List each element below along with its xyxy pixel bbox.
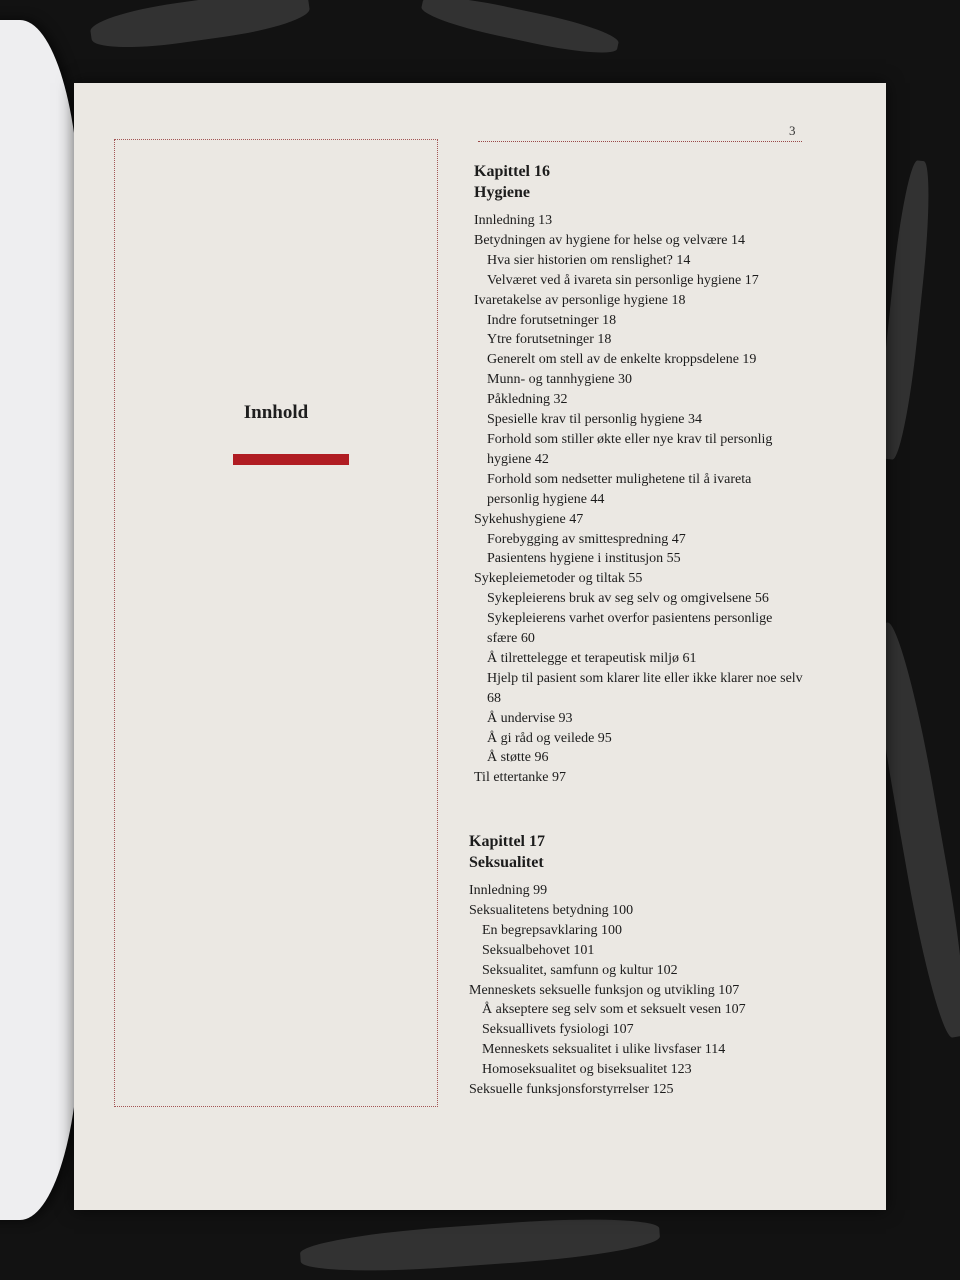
toc-entry: Spesielle krav til personlig hygiene 34 bbox=[487, 412, 703, 428]
toc-entry: Sykepleierens bruk av seg selv og omgivelsene 56 bbox=[487, 591, 769, 607]
toc-entry: Seksualitetens betydning 100 bbox=[469, 902, 634, 918]
toc-entry: Forhold som nedsetter mulighetene til å ivareta personlig hygiene 44 bbox=[487, 471, 752, 507]
toc-entry: Hjelp til pasient som klarer lite eller ikke klarer noe selv 68 bbox=[487, 670, 803, 706]
toc-entry: Ivaretakelse av personlige hygiene 18 bbox=[474, 292, 686, 308]
page-number: 3 bbox=[789, 123, 796, 138]
toc-entry: Menneskets seksualitet i ulike livsfaser 114 bbox=[482, 1042, 726, 1058]
toc-entries bbox=[469, 881, 799, 1100]
toc-entry: En begrepsavklaring 100 bbox=[482, 922, 622, 938]
toc-entry: Seksuallivets fysiologi 107 bbox=[482, 1022, 634, 1038]
chapter-heading bbox=[474, 161, 804, 203]
toc-entry: Munn- og tannhygiene 30 bbox=[487, 372, 633, 388]
toc-entry: Å gi råd og veilede 95 bbox=[487, 730, 612, 746]
toc-entry: Å akseptere seg selv som et seksuelt vesen 107 bbox=[482, 1002, 746, 1018]
chapter-title: Hygiene bbox=[474, 184, 530, 201]
toc-entry: Innledning 13 bbox=[474, 213, 553, 228]
toc-entry: Velværet ved å ivareta sin personlige hygiene 17 bbox=[487, 272, 759, 288]
toc-entry: Til ettertanke 97 bbox=[474, 770, 567, 786]
toc-entry: Innledning 99 bbox=[469, 883, 548, 898]
toc-entry: Sykepleierens varhet overfor pasientens personlige sfære 60 bbox=[487, 611, 773, 647]
accent-bar bbox=[233, 454, 349, 465]
contents-heading: Innhold bbox=[243, 402, 309, 423]
toc-entry: Påkledning 32 bbox=[487, 392, 568, 408]
toc-entry: Sykehushygiene 47 bbox=[474, 511, 584, 527]
book-page bbox=[74, 83, 886, 1210]
chapter-label: Kapittel 16 bbox=[474, 163, 550, 180]
marble-streak bbox=[419, 0, 621, 60]
toc-entry: Homoseksualitet og biseksualitet 123 bbox=[482, 1062, 692, 1078]
toc-entry: Generelt om stell av de enkelte kroppsdelene 19 bbox=[487, 352, 757, 368]
marble-streak bbox=[88, 0, 311, 55]
toc-entry: Pasientens hygiene i institusjon 55 bbox=[487, 551, 681, 567]
chapter-label: Kapittel 17 bbox=[469, 833, 545, 850]
toc-entries bbox=[474, 211, 804, 788]
toc-entry: Å undervise 93 bbox=[487, 710, 573, 726]
facing-page bbox=[0, 20, 80, 1220]
toc-entry: Forebygging av smittespredning 47 bbox=[487, 531, 686, 547]
toc-entry: Seksualitet, samfunn og kultur 102 bbox=[482, 962, 678, 978]
toc-entry: Seksualbehovet 101 bbox=[482, 942, 595, 958]
toc-entry: Indre forutsetninger 18 bbox=[487, 312, 617, 328]
marble-streak bbox=[299, 1212, 661, 1277]
chapter-16-toc bbox=[474, 161, 804, 788]
chapter-title: Seksualitet bbox=[469, 854, 544, 871]
toc-entry: Å tilrettelegge et terapeutisk miljø 61 bbox=[487, 650, 697, 666]
toc-entry: Seksuelle funksjonsforstyrrelser 125 bbox=[469, 1082, 674, 1098]
toc-entry: Forhold som stiller økte eller nye krav til personlig hygiene 42 bbox=[487, 431, 773, 467]
toc-entry: Å støtte 96 bbox=[487, 750, 549, 766]
toc-entry: Hva sier historien om renslighet? 14 bbox=[487, 252, 691, 268]
toc-entry: Menneskets seksuelle funksjon og utvikling 107 bbox=[469, 982, 740, 998]
toc-entry: Sykepleiemetoder og tiltak 55 bbox=[474, 571, 643, 587]
toc-entry: Ytre forutsetninger 18 bbox=[487, 332, 612, 348]
chapter-heading bbox=[469, 831, 799, 873]
toc-entry: Betydningen av hygiene for helse og velvære 14 bbox=[474, 232, 745, 248]
chapter-17-toc bbox=[469, 831, 799, 1100]
header-rule bbox=[478, 141, 802, 142]
contents-panel bbox=[114, 139, 438, 1107]
